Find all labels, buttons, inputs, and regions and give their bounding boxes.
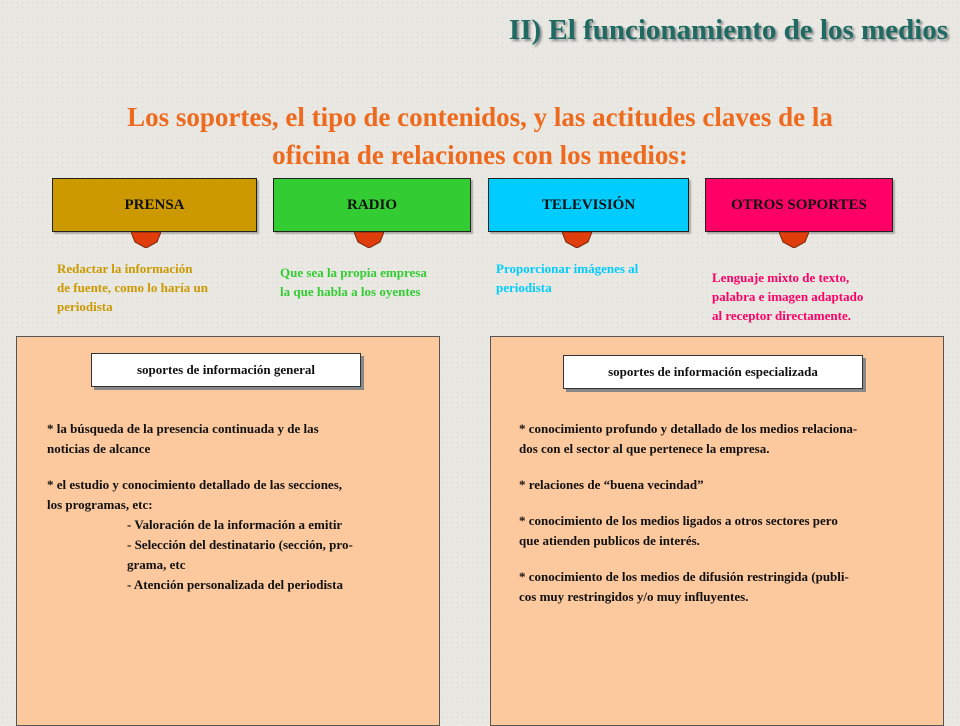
subtitle-line-1: Los soportes, el tipo de contenidos, y las actitudes claves de la [127, 102, 833, 132]
bullet-line: * el estudio y conocimiento detallado de las secciones, [47, 477, 343, 492]
panel-label-especializada: soportes de información especializada [563, 355, 863, 389]
desc-line: Que sea la propia empresa [280, 265, 427, 280]
bullet-line: * conocimiento profundo y detallado de los medios relaciona- [519, 421, 858, 436]
bullet-line: * conocimiento de los medios de difusión restringida (publi- [519, 569, 849, 584]
sub-item: - Valoración de la información a emitir [127, 517, 343, 532]
desc-line: al receptor directamente. [712, 308, 851, 323]
down-arrow-icon [354, 232, 384, 248]
desc-line: Proporcionar imágenes al [496, 261, 639, 276]
down-arrow-icon [562, 232, 592, 248]
sub-item-list [47, 515, 353, 595]
media-box-radio [273, 178, 471, 232]
desc-line: la que habla a los oyentes [280, 284, 421, 299]
media-desc-otros-soportes [712, 268, 863, 325]
bullet-line: noticias de alcance [47, 441, 151, 456]
desc-line: periodista [57, 299, 113, 314]
desc-line: palabra e imagen adaptado [712, 289, 864, 304]
bullet-list-especializada [519, 419, 857, 607]
media-desc-radio [280, 263, 427, 301]
panel-informacion-general [16, 336, 440, 726]
sub-item: - Selección del destinatario (sección, pro- [127, 537, 353, 552]
desc-line: Redactar la información [57, 261, 193, 276]
subtitle-line-2: oficina de relaciones con los medios: [272, 140, 688, 170]
bullet-line: dos con el sector al que pertenece la empresa. [519, 441, 770, 456]
panel-informacion-especializada [490, 336, 944, 726]
bullet-line: los programas, etc: [47, 497, 153, 512]
desc-line: de fuente, como lo haría un [57, 280, 208, 295]
bullet-list-general [47, 419, 353, 595]
slide-subtitle [0, 98, 960, 174]
media-box-prensa [52, 178, 257, 232]
media-box-otros-soportes [705, 178, 893, 232]
media-box-television [488, 178, 689, 232]
bullet-line: cos muy restringidos y/o muy influyentes. [519, 589, 749, 604]
panel-label-general: soportes de información general [91, 353, 361, 387]
media-label-otros-soportes: OTROS SOPORTES [731, 196, 867, 213]
bullet-line: * relaciones de “buena vecindad” [519, 477, 704, 492]
down-arrow-icon [131, 232, 161, 248]
media-label-prensa: PRENSA [124, 196, 185, 213]
desc-line: periodista [496, 280, 552, 295]
desc-line: Lenguaje mixto de texto, [712, 270, 850, 285]
sub-item: grama, etc [127, 557, 186, 572]
media-label-radio: RADIO [346, 196, 397, 213]
media-desc-prensa [57, 259, 208, 316]
slide-title: II) El funcionamiento de los medios [508, 14, 948, 46]
media-desc-television [496, 259, 638, 297]
sub-item: - Atención personalizada del periodista [127, 577, 343, 592]
media-label-television: TELEVISIÓN [541, 196, 636, 213]
down-arrow-icon [779, 232, 809, 248]
bullet-line: * la búsqueda de la presencia continuada y de las [47, 421, 319, 436]
bullet-line: * conocimiento de los medios ligados a otros sectores pero [519, 513, 838, 528]
bullet-line: que atienden publicos de interés. [519, 533, 700, 548]
